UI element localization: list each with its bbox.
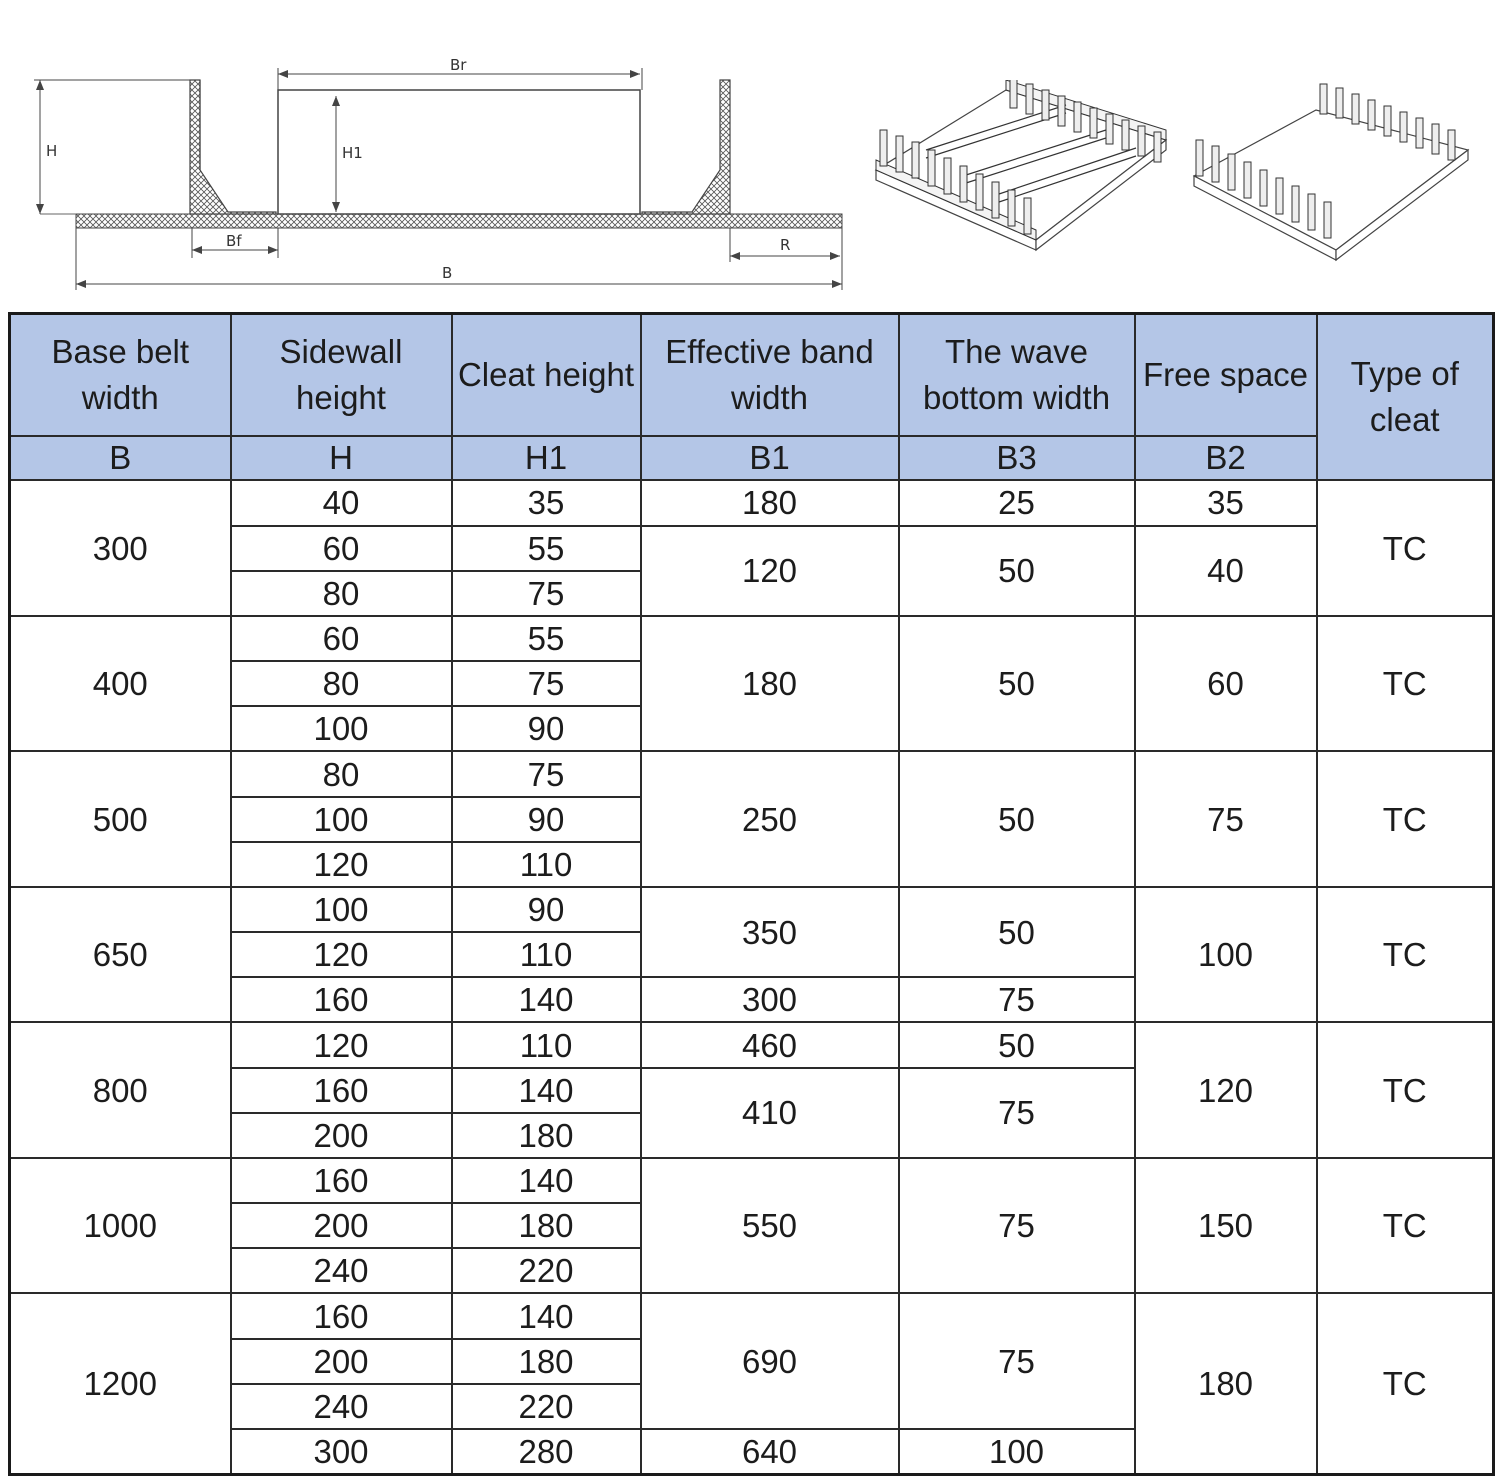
cell-wave-bottom-width: 50 xyxy=(899,526,1135,616)
cell-free-space: 60 xyxy=(1135,616,1317,752)
cell-sidewall-height: 60 xyxy=(231,526,452,571)
cell-wave-bottom-width: 25 xyxy=(899,480,1135,525)
h-label: H xyxy=(46,142,58,160)
cell-sidewall-height: 240 xyxy=(231,1248,452,1293)
cell-sidewall-height: 300 xyxy=(231,1429,452,1475)
cell-wave-bottom-width: 50 xyxy=(899,887,1135,977)
cell-effective-band-width: 690 xyxy=(641,1293,899,1429)
cell-cleat-height: 90 xyxy=(452,887,641,932)
cell-free-space: 120 xyxy=(1135,1022,1317,1158)
cell-cleat-height: 280 xyxy=(452,1429,641,1475)
cell-cleat-height: 220 xyxy=(452,1384,641,1429)
bf-label: Bf xyxy=(226,232,242,250)
cell-cleat-height: 55 xyxy=(452,616,641,661)
cell-type-of-cleat: TC xyxy=(1317,480,1494,616)
belt-with-sidewalls-3d-illustration-icon xyxy=(1186,80,1476,270)
cell-effective-band-width: 460 xyxy=(641,1022,899,1067)
cell-cleat-height: 180 xyxy=(452,1113,641,1158)
cell-base-width: 1200 xyxy=(10,1293,231,1474)
header-base-belt-width: Base belt width xyxy=(10,314,231,436)
cell-sidewall-height: 240 xyxy=(231,1384,452,1429)
cell-sidewall-height: 60 xyxy=(231,616,452,661)
cell-free-space: 180 xyxy=(1135,1293,1317,1474)
header-code-h: H xyxy=(231,436,452,481)
header-code-b1: B1 xyxy=(641,436,899,481)
cell-effective-band-width: 410 xyxy=(641,1068,899,1158)
cell-sidewall-height: 160 xyxy=(231,1158,452,1203)
cell-effective-band-width: 120 xyxy=(641,526,899,616)
cell-base-width: 400 xyxy=(10,616,231,752)
cell-cleat-height: 140 xyxy=(452,977,641,1022)
cell-type-of-cleat: TC xyxy=(1317,616,1494,752)
cell-cleat-height: 55 xyxy=(452,526,641,571)
cell-sidewall-height: 100 xyxy=(231,706,452,751)
cell-free-space: 35 xyxy=(1135,480,1317,525)
header-code-h1: H1 xyxy=(452,436,641,481)
cell-sidewall-height: 100 xyxy=(231,887,452,932)
cell-sidewall-height: 200 xyxy=(231,1339,452,1384)
cell-sidewall-height: 120 xyxy=(231,932,452,977)
header-cleat-height: Cleat height xyxy=(452,314,641,436)
header-code-b: B xyxy=(10,436,231,481)
cell-effective-band-width: 640 xyxy=(641,1429,899,1475)
header-sidewall-height: Sidewall height xyxy=(231,314,452,436)
table-row xyxy=(10,1293,1494,1338)
br-label: Br xyxy=(450,56,467,74)
cell-sidewall-height: 160 xyxy=(231,977,452,1022)
belt-with-cleats-3d-illustration-icon xyxy=(866,80,1176,270)
cell-wave-bottom-width: 50 xyxy=(899,1022,1135,1067)
specification-table xyxy=(8,312,1495,1476)
cell-wave-bottom-width: 75 xyxy=(899,1158,1135,1294)
cell-cleat-height: 75 xyxy=(452,751,641,796)
table-row xyxy=(10,1158,1494,1203)
cell-cleat-height: 110 xyxy=(452,1022,641,1067)
cell-effective-band-width: 550 xyxy=(641,1158,899,1294)
cell-base-width: 500 xyxy=(10,751,231,887)
cell-cleat-height: 140 xyxy=(452,1068,641,1113)
cell-sidewall-height: 80 xyxy=(231,751,452,796)
cell-sidewall-height: 200 xyxy=(231,1113,452,1158)
cell-wave-bottom-width: 75 xyxy=(899,1068,1135,1158)
cell-cleat-height: 110 xyxy=(452,842,641,887)
cell-cleat-height: 140 xyxy=(452,1293,641,1338)
cell-cleat-height: 180 xyxy=(452,1339,641,1384)
cell-sidewall-height: 40 xyxy=(231,480,452,525)
cell-base-width: 300 xyxy=(10,480,231,616)
cell-type-of-cleat: TC xyxy=(1317,887,1494,1023)
cell-wave-bottom-width: 75 xyxy=(899,977,1135,1022)
cell-base-width: 1000 xyxy=(10,1158,231,1294)
table-row xyxy=(10,751,1494,796)
header-code-b3: B3 xyxy=(899,436,1135,481)
cell-sidewall-height: 100 xyxy=(231,797,452,842)
cell-effective-band-width: 250 xyxy=(641,751,899,887)
cell-type-of-cleat: TC xyxy=(1317,1158,1494,1294)
h1-label: H1 xyxy=(342,144,363,162)
cell-cleat-height: 35 xyxy=(452,480,641,525)
cell-effective-band-width: 180 xyxy=(641,480,899,525)
cell-cleat-height: 75 xyxy=(452,571,641,616)
header-wave-bottom-width: The wave bottom width xyxy=(899,314,1135,436)
header-effective-band-width: Effective band width xyxy=(641,314,899,436)
cell-free-space: 40 xyxy=(1135,526,1317,616)
r-label: R xyxy=(780,236,791,254)
cell-type-of-cleat: TC xyxy=(1317,1022,1494,1158)
cell-wave-bottom-width: 75 xyxy=(899,1293,1135,1429)
table-row xyxy=(10,1022,1494,1067)
cross-section-diagram-icon xyxy=(0,0,860,300)
diagram-area xyxy=(0,0,1500,305)
cell-cleat-height: 220 xyxy=(452,1248,641,1293)
cell-effective-band-width: 180 xyxy=(641,616,899,752)
b-label: B xyxy=(442,264,453,282)
cell-base-width: 800 xyxy=(10,1022,231,1158)
cell-wave-bottom-width: 50 xyxy=(899,616,1135,752)
cell-sidewall-height: 160 xyxy=(231,1068,452,1113)
cell-cleat-height: 90 xyxy=(452,706,641,751)
cell-sidewall-height: 120 xyxy=(231,1022,452,1067)
cell-sidewall-height: 120 xyxy=(231,842,452,887)
cell-wave-bottom-width: 50 xyxy=(899,751,1135,887)
cell-free-space: 75 xyxy=(1135,751,1317,887)
table-row xyxy=(10,480,1494,525)
table-row xyxy=(10,887,1494,932)
header-code-b2: B2 xyxy=(1135,436,1317,481)
table-row xyxy=(10,616,1494,661)
cell-effective-band-width: 350 xyxy=(641,887,899,977)
cell-effective-band-width: 300 xyxy=(641,977,899,1022)
cell-base-width: 650 xyxy=(10,887,231,1023)
cell-type-of-cleat: TC xyxy=(1317,751,1494,887)
cell-cleat-height: 110 xyxy=(452,932,641,977)
cell-cleat-height: 75 xyxy=(452,661,641,706)
cell-cleat-height: 180 xyxy=(452,1203,641,1248)
header-free-space: Free space xyxy=(1135,314,1317,436)
cell-free-space: 100 xyxy=(1135,887,1317,1023)
cell-free-space: 150 xyxy=(1135,1158,1317,1294)
cell-sidewall-height: 80 xyxy=(231,661,452,706)
table-row xyxy=(10,526,1494,571)
cell-sidewall-height: 80 xyxy=(231,571,452,616)
cell-wave-bottom-width: 100 xyxy=(899,1429,1135,1475)
cell-cleat-height: 140 xyxy=(452,1158,641,1203)
cell-sidewall-height: 200 xyxy=(231,1203,452,1248)
cell-type-of-cleat: TC xyxy=(1317,1293,1494,1474)
cell-cleat-height: 90 xyxy=(452,797,641,842)
header-type-of-cleat: Type of cleat xyxy=(1317,314,1494,481)
cell-sidewall-height: 160 xyxy=(231,1293,452,1338)
